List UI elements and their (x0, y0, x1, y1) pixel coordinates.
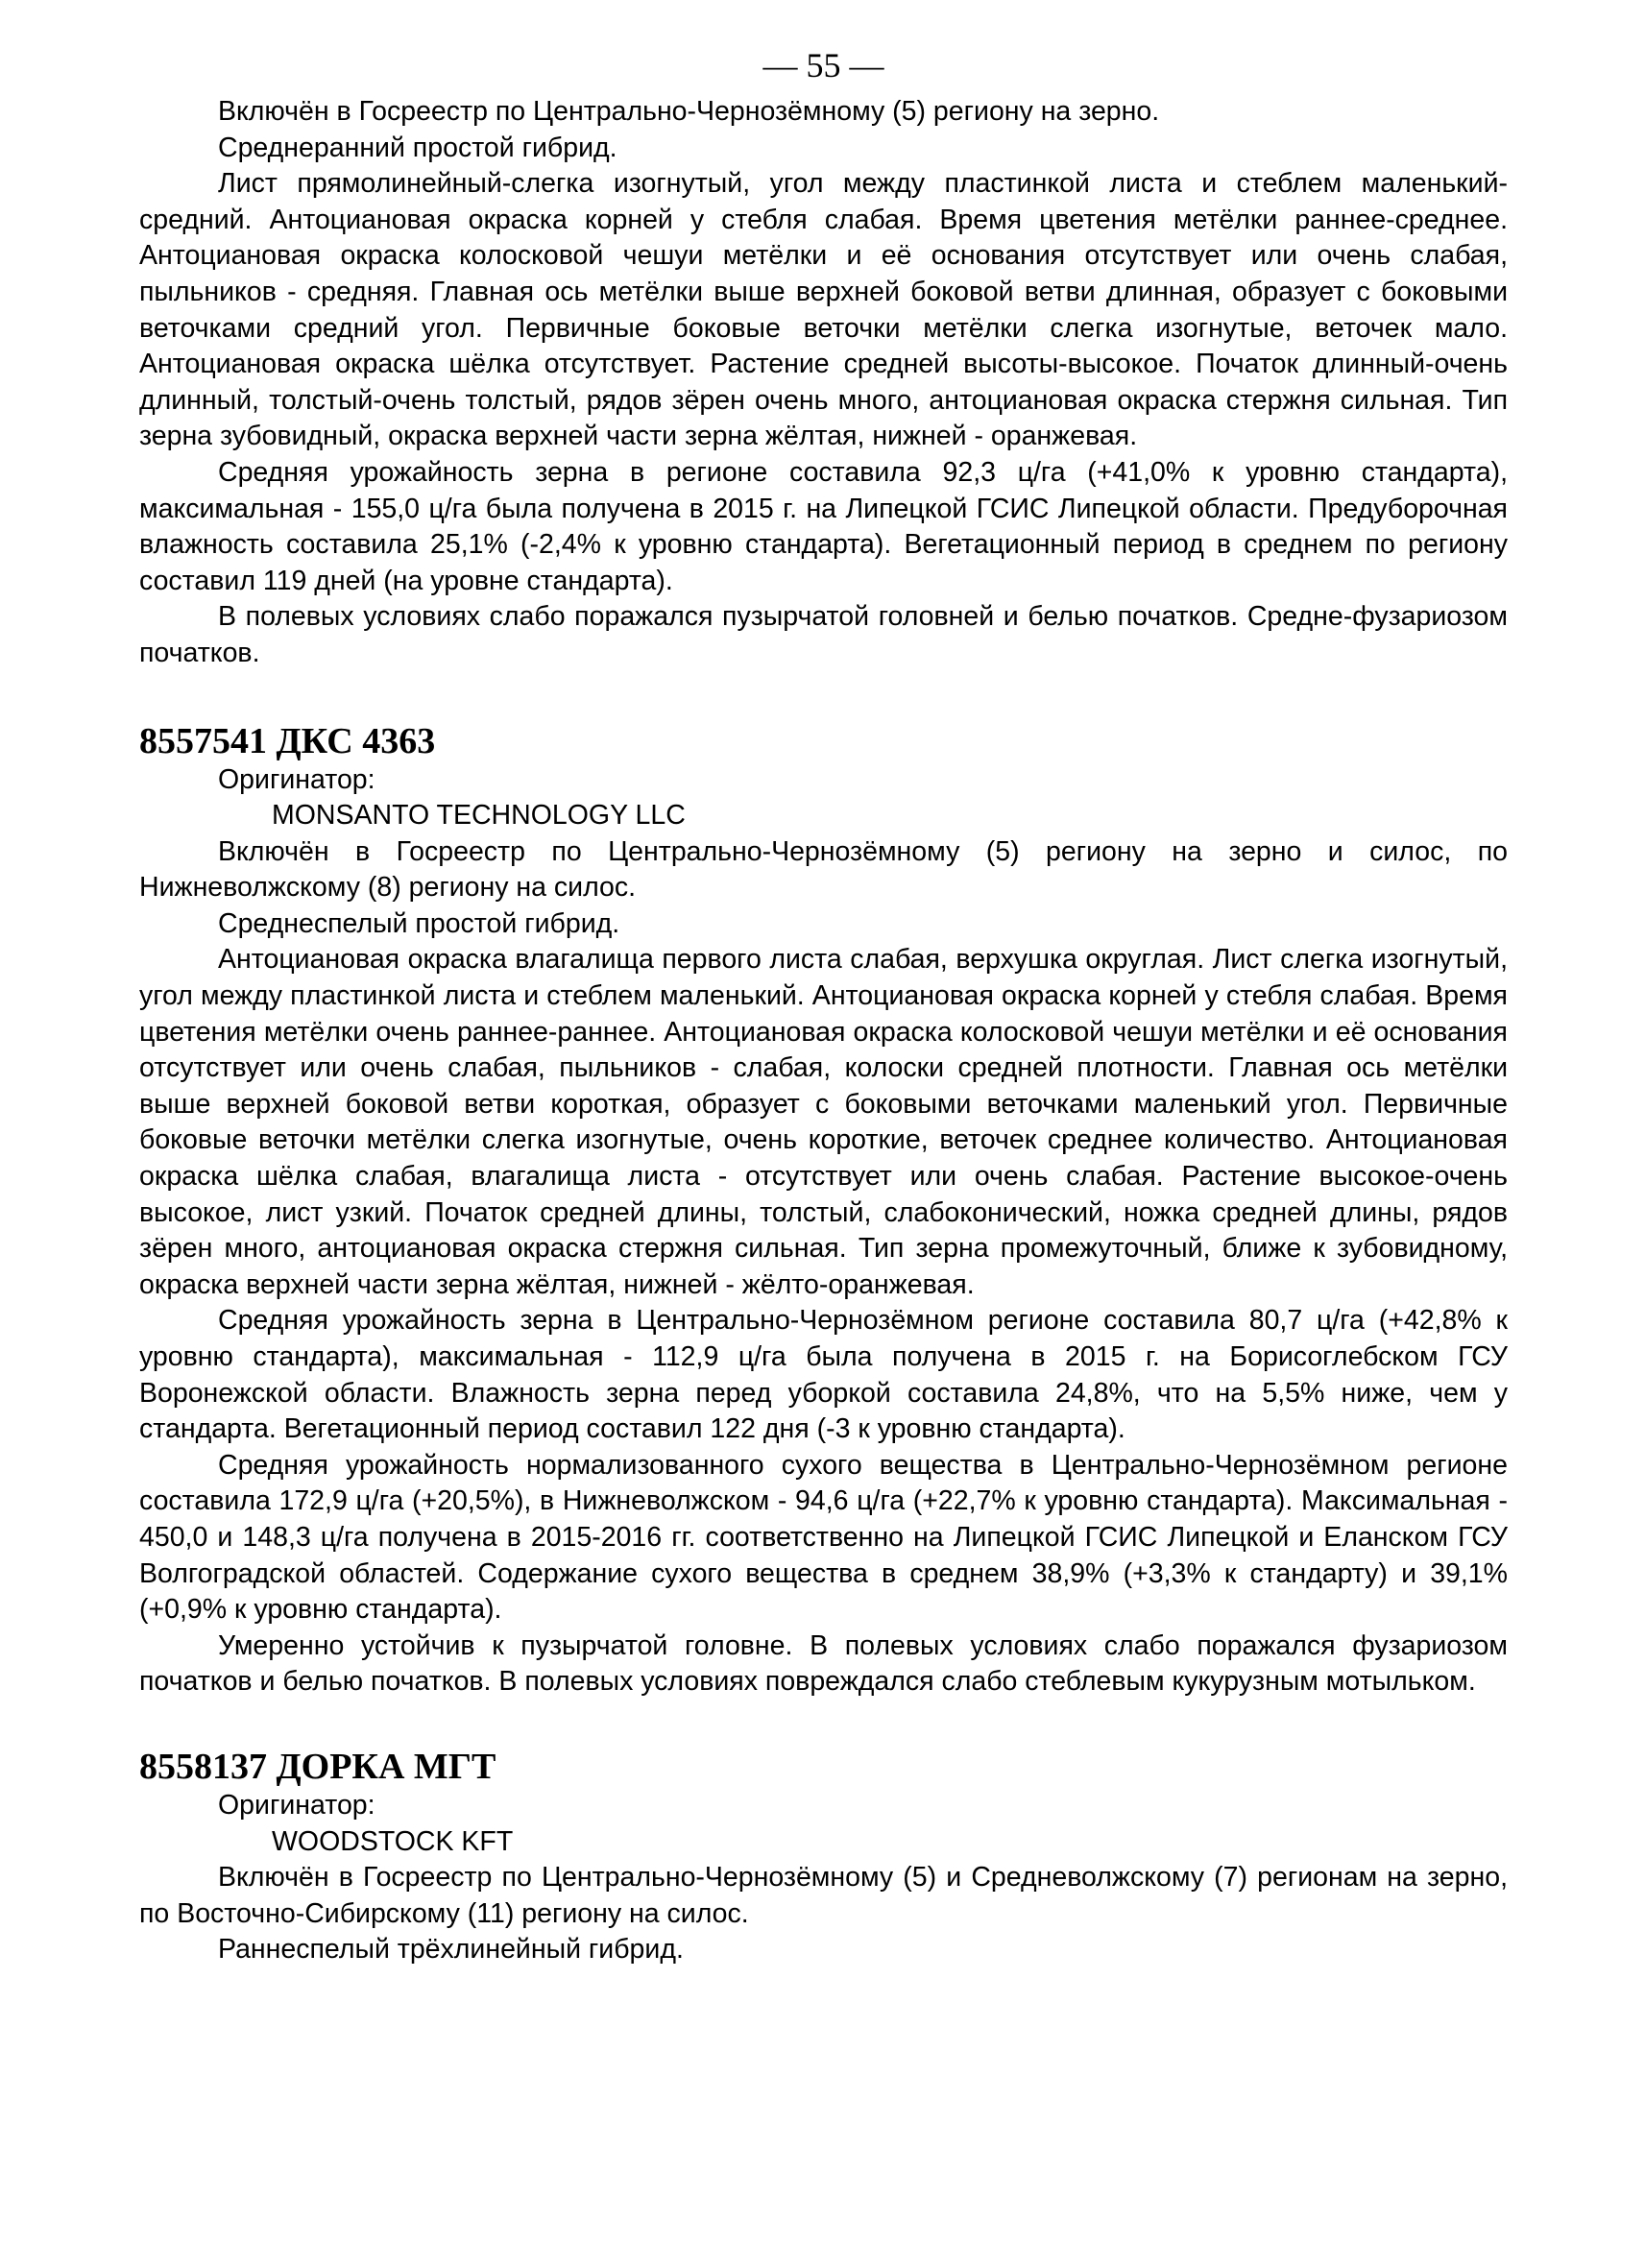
paragraph: Средняя урожайность нормализованного сухого вещества в Центрально-Чернозёмном регионе составила 172,9 ц/га (+20,5%), в Нижневолжском - 94,6 ц/га (+22,7% к уровню стандарта). Максимальная - 450,0 и 148,3 ц/га получена в 2015-2016 гг. соответственно на Липецкой ГСИС Липецкой и Еланском ГСУ Волгоградской областей. Содержание сухого вещества в среднем 38,9% (+3,3% к стандарту) и 39,1% (+0,9% к уровню стандарта). (139, 1449, 1508, 1626)
section-heading: 8558137 ДОРКА МГТ (139, 1746, 496, 1787)
page-number: — 55 — (762, 46, 884, 84)
paragraph: Включён в Госреестр по Центрально-Чернозёмному (5) и Средневолжскому (7) регионам на зерно, по Восточно-Сибирскому (11) региону на силос. (139, 1862, 1508, 1929)
section-dorka-mgt (139, 1746, 1508, 1968)
paragraph: В полевых условиях слабо поражался пузырчатой головней и белью початков. Средне-фузариозом початков. (139, 601, 1508, 668)
paragraph: Средняя урожайность зерна в Центрально-Чернозёмном регионе составила 80,7 ц/га (+42,8% к уровню стандарта), максимальная - 112,9 ц/га была получена в 2015 г. на Борисоглебском ГСУ Воронежской области. Влажность зерна перед уборкой составила 24,8%, что на 5,5% ниже, чем у стандарта. Вегетационный период составил 122 дня (-3 к уровню стандарта). (139, 1305, 1508, 1445)
paragraph: Антоциановая окраска влагалища первого листа слабая, верхушка округлая. Лист слегка изогнутый, угол между пластинкой листа и стеблем маленький. Антоциановая окраска корней у стебля слабая. Время цветения метёлки очень раннее-раннее. Антоциановая окраска колосковой чешуи метёлки и её основания отсутствует или очень слабая, пыльников - слабая, колоски средней плотности. Главная ось метёлки выше верхней боковой ветви короткая, образует с боковыми веточками маленький угол. Первичные боковые веточки метёлки слегка изогнутые, очень короткие, веточек среднее количество. Антоциановая окраска шёлка слабая, влагалища листа - отсутствует или очень слабая. Растение высокое-очень высокое, лист узкий. Початок средней длины, толстый, слабоконический, ножка средней длины, рядов зёрен много, антоциановая окраска стержня сильная. Тип зерна промежуточный, ближе к зубовидному, окраска верхней части зерна жёлтая, нижней - жёлто-оранжевая. (139, 944, 1508, 1300)
document-page (139, 46, 1508, 1968)
paragraph: Умеренно устойчив к пузырчатой головне. В полевых условиях слабо поражался фузариозом початков и белью початков. В полевых условиях повреждался слабо стеблевым кукурузным мотыльком. (139, 1629, 1508, 1698)
paragraph: Среднеранний простой гибрид. (218, 132, 617, 163)
originator-label: Оригинатор: (218, 1789, 375, 1821)
section-heading: 8557541 ДКС 4363 (139, 720, 436, 761)
paragraph: Включён в Госреестр по Центрально-Чернозёмному (5) региону на зерно. (218, 96, 1160, 127)
top-section (139, 94, 1508, 672)
paragraph: Среднеспелый простой гибрид. (218, 907, 620, 939)
paragraph: Лист прямолинейный-слегка изогнутый, угол между пластинкой листа и стеблем маленький-средний. Антоциановая окраска корней у стебля слабая. Время цветения метёлки раннее-среднее. Антоциановая окраска колосковой чешуи метёлки и её основания отсутствует или очень слабая, пыльников - средняя. Главная ось метёлки выше верхней боковой ветви длинная, образует с боковыми веточками средний угол. Первичные боковые веточки метёлки слегка изогнутые, веточек мало. Антоциановая окраска шёлка отсутствует. Растение средней высоты-высокое. Початок длинный-очень длинный, толстый-очень толстый, рядов зёрен очень много, антоциановая окраска стержня сильная. Тип зерна зубовидный, окраска верхней части зерна жёлтая, нижней - оранжевая. (139, 168, 1508, 452)
paragraph: Средняя урожайность зерна в регионе составила 92,3 ц/га (+41,0% к уровню стандарта), максимальная - 155,0 ц/га была получена в 2015 г. на Липецкой ГСИС Липецкой области. Предуборочная влажность составила 25,1% (-2,4% к уровню стандарта). Вегетационный период в среднем по региону составил 119 дней (на уровне стандарта). (139, 456, 1508, 596)
paragraph: Раннеспелый трёхлинейный гибрид. (218, 1934, 684, 1966)
section-dks-4363 (139, 720, 1508, 1701)
originator-label: Оригинатор: (218, 763, 375, 795)
originator-name: MONSANTO TECHNOLOGY LLC (272, 800, 686, 832)
paragraph: Включён в Госреестр по Центрально-Чернозёмному (5) региону на зерно и силос, по Нижневолжскому (8) региону на силос. (139, 835, 1508, 904)
originator-name: WOODSTOCK KFT (272, 1825, 514, 1857)
